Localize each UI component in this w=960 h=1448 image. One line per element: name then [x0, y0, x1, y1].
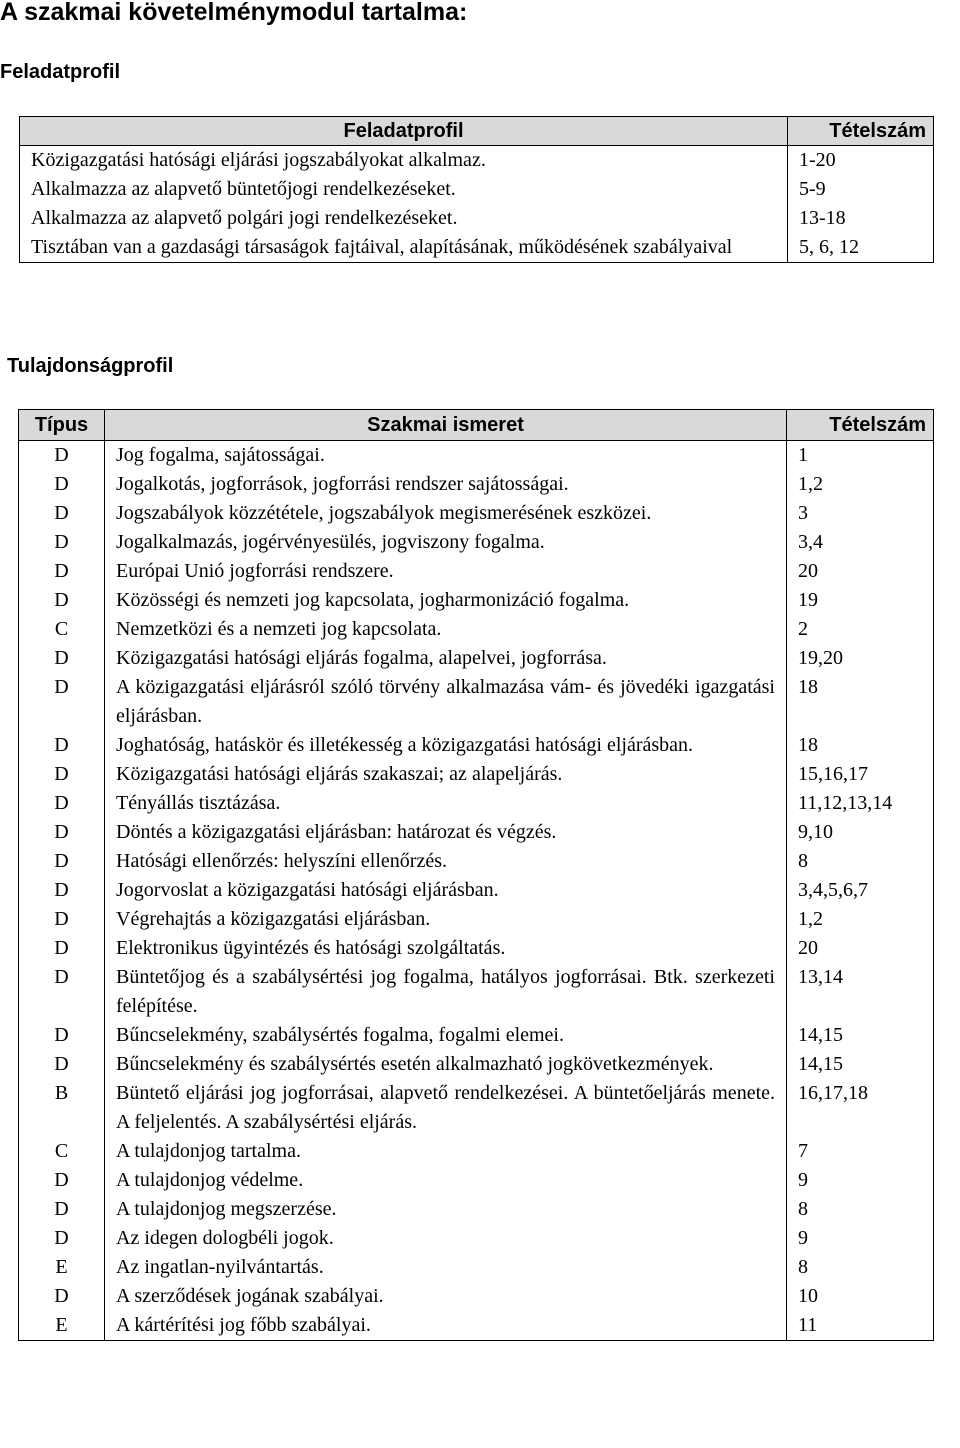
- number-cell: 8: [787, 1253, 934, 1282]
- table-row: [19, 818, 934, 847]
- number-cell: 13-18: [788, 204, 934, 233]
- column-header-task: Feladatprofil: [20, 117, 788, 146]
- topic-cell: Végrehajtás a közigazgatási eljárásban.: [105, 905, 787, 934]
- topic-cell: Az ingatlan-nyilvántartás.: [105, 1253, 787, 1282]
- topic-cell: Tényállás tisztázása.: [105, 789, 787, 818]
- table-row: [19, 731, 934, 760]
- task-cell: Alkalmazza az alapvető büntetőjogi rendelkezéseket.: [20, 175, 788, 204]
- topic-cell: A tulajdonjog megszerzése.: [105, 1195, 787, 1224]
- number-cell: 19: [787, 586, 934, 615]
- topic-cell: Európai Unió jogforrási rendszere.: [105, 557, 787, 586]
- number-cell: 9: [787, 1224, 934, 1253]
- number-cell: 8: [787, 1195, 934, 1224]
- type-cell: B: [19, 1079, 105, 1137]
- number-cell: 18: [787, 673, 934, 731]
- table-row: [19, 789, 934, 818]
- table-header-row: [19, 410, 934, 441]
- column-header-type: Típus: [19, 410, 105, 441]
- table-row: [20, 204, 934, 233]
- table-header-row: [20, 117, 934, 146]
- number-cell: 3,4: [787, 528, 934, 557]
- type-cell: D: [19, 963, 105, 1021]
- type-cell: D: [19, 586, 105, 615]
- topic-cell: A közigazgatási eljárásról szóló törvény alkalmazása vám- és jövedéki igazgatási eljárásban.: [105, 673, 787, 731]
- topic-cell: A tulajdonjog védelme.: [105, 1166, 787, 1195]
- topic-cell: Büntetőjog és a szabálysértési jog fogalma, hatályos jogforrásai. Btk. szerkezeti felépítése.: [105, 963, 787, 1021]
- number-cell: 8: [787, 847, 934, 876]
- type-cell: D: [19, 818, 105, 847]
- type-cell: D: [19, 1282, 105, 1311]
- type-cell: D: [19, 1021, 105, 1050]
- number-cell: 13,14: [787, 963, 934, 1021]
- type-cell: C: [19, 615, 105, 644]
- feladatprofil-table: [19, 116, 934, 263]
- table-row: [19, 1253, 934, 1282]
- topic-cell: Közigazgatási hatósági eljárás fogalma, alapelvei, jogforrása.: [105, 644, 787, 673]
- table-row: [20, 175, 934, 204]
- type-cell: D: [19, 731, 105, 760]
- table-row: [19, 1195, 934, 1224]
- number-cell: 18: [787, 731, 934, 760]
- number-cell: 5, 6, 12: [788, 233, 934, 263]
- table-row: [19, 499, 934, 528]
- type-cell: E: [19, 1253, 105, 1282]
- type-cell: D: [19, 1166, 105, 1195]
- type-cell: D: [19, 673, 105, 731]
- table-row: [19, 1224, 934, 1253]
- number-cell: 16,17,18: [787, 1079, 934, 1137]
- table-row: [20, 233, 934, 263]
- table-row: [19, 1079, 934, 1137]
- table-row: [20, 146, 934, 176]
- table-row: [19, 1021, 934, 1050]
- number-cell: 3,4,5,6,7: [787, 876, 934, 905]
- table-row: [19, 1282, 934, 1311]
- number-cell: 9,10: [787, 818, 934, 847]
- type-cell: D: [19, 789, 105, 818]
- type-cell: D: [19, 441, 105, 471]
- number-cell: 20: [787, 934, 934, 963]
- topic-cell: Elektronikus ügyintézés és hatósági szolgáltatás.: [105, 934, 787, 963]
- topic-cell: Büntető eljárási jog jogforrásai, alapvető rendelkezései. A büntetőeljárás menete. A feljelentés. A szabálysértési eljárás.: [105, 1079, 787, 1137]
- table-row: [19, 1137, 934, 1166]
- table-row: [19, 1166, 934, 1195]
- topic-cell: Döntés a közigazgatási eljárásban: határozat és végzés.: [105, 818, 787, 847]
- task-cell: Közigazgatási hatósági eljárási jogszabályokat alkalmaz.: [20, 146, 788, 176]
- number-cell: 9: [787, 1166, 934, 1195]
- topic-cell: Közösségi és nemzeti jog kapcsolata, jogharmonizáció fogalma.: [105, 586, 787, 615]
- type-cell: D: [19, 644, 105, 673]
- type-cell: D: [19, 499, 105, 528]
- number-cell: 20: [787, 557, 934, 586]
- table-row: [19, 441, 934, 471]
- column-header-topic: Szakmai ismeret: [105, 410, 787, 441]
- topic-cell: A tulajdonjog tartalma.: [105, 1137, 787, 1166]
- topic-cell: Bűncselekmény és szabálysértés esetén alkalmazható jogkövetkezmények.: [105, 1050, 787, 1079]
- table-row: [19, 847, 934, 876]
- topic-cell: Jog fogalma, sajátosságai.: [105, 441, 787, 471]
- page-title: A szakmai követelménymodul tartalma:: [0, 0, 468, 26]
- number-cell: 2: [787, 615, 934, 644]
- topic-cell: Jogalkotás, jogforrások, jogforrási rendszer sajátosságai.: [105, 470, 787, 499]
- number-cell: 10: [787, 1282, 934, 1311]
- type-cell: D: [19, 760, 105, 789]
- topic-cell: A kártérítési jog főbb szabályai.: [105, 1311, 787, 1341]
- topic-cell: Joghatóság, hatáskör és illetékesség a közigazgatási hatósági eljárásban.: [105, 731, 787, 760]
- topic-cell: Az idegen dologbéli jogok.: [105, 1224, 787, 1253]
- table-row: [19, 470, 934, 499]
- type-cell: D: [19, 528, 105, 557]
- table-row: [19, 1311, 934, 1341]
- table-row: [19, 557, 934, 586]
- topic-cell: Hatósági ellenőrzés: helyszíni ellenőrzés.: [105, 847, 787, 876]
- number-cell: 11: [787, 1311, 934, 1341]
- task-cell: Tisztában van a gazdasági társaságok fajtáival, alapításának, működésének szabályaival: [20, 233, 788, 263]
- topic-cell: Jogszabályok közzététele, jogszabályok megismerésének eszközei.: [105, 499, 787, 528]
- type-cell: D: [19, 847, 105, 876]
- topic-cell: Nemzetközi és a nemzeti jog kapcsolata.: [105, 615, 787, 644]
- number-cell: 19,20: [787, 644, 934, 673]
- type-cell: D: [19, 1050, 105, 1079]
- topic-cell: A szerződések jogának szabályai.: [105, 1282, 787, 1311]
- number-cell: 7: [787, 1137, 934, 1166]
- table-row: [19, 876, 934, 905]
- number-cell: 1: [787, 441, 934, 471]
- type-cell: D: [19, 557, 105, 586]
- table-row: [19, 905, 934, 934]
- table-row: [19, 673, 934, 731]
- type-cell: D: [19, 876, 105, 905]
- table-row: [19, 644, 934, 673]
- type-cell: D: [19, 934, 105, 963]
- task-cell: Alkalmazza az alapvető polgári jogi rendelkezéseket.: [20, 204, 788, 233]
- table-row: [19, 528, 934, 557]
- number-cell: 1,2: [787, 905, 934, 934]
- number-cell: 5-9: [788, 175, 934, 204]
- table-row: [19, 963, 934, 1021]
- number-cell: 3: [787, 499, 934, 528]
- table-row: [19, 760, 934, 789]
- table-row: [19, 934, 934, 963]
- number-cell: 15,16,17: [787, 760, 934, 789]
- tulajdonsagprofil-table: [18, 409, 934, 1341]
- table-row: [19, 615, 934, 644]
- number-cell: 1,2: [787, 470, 934, 499]
- number-cell: 1-20: [788, 146, 934, 176]
- section-heading-feladatprofil: Feladatprofil: [0, 61, 121, 83]
- type-cell: D: [19, 1224, 105, 1253]
- topic-cell: Közigazgatási hatósági eljárás szakaszai; az alapeljárás.: [105, 760, 787, 789]
- section-heading-tulajdonsagprofil: Tulajdonságprofil: [7, 355, 174, 377]
- topic-cell: Jogalkalmazás, jogérvényesülés, jogviszony fogalma.: [105, 528, 787, 557]
- number-cell: 11,12,13,14: [787, 789, 934, 818]
- topic-cell: Bűncselekmény, szabálysértés fogalma, fogalmi elemei.: [105, 1021, 787, 1050]
- type-cell: D: [19, 905, 105, 934]
- number-cell: 14,15: [787, 1021, 934, 1050]
- type-cell: D: [19, 470, 105, 499]
- number-cell: 14,15: [787, 1050, 934, 1079]
- type-cell: C: [19, 1137, 105, 1166]
- table-row: [19, 586, 934, 615]
- column-header-number: Tételszám: [788, 117, 934, 146]
- table-row: [19, 1050, 934, 1079]
- column-header-number: Tételszám: [787, 410, 934, 441]
- type-cell: D: [19, 1195, 105, 1224]
- topic-cell: Jogorvoslat a közigazgatási hatósági eljárásban.: [105, 876, 787, 905]
- type-cell: E: [19, 1311, 105, 1341]
